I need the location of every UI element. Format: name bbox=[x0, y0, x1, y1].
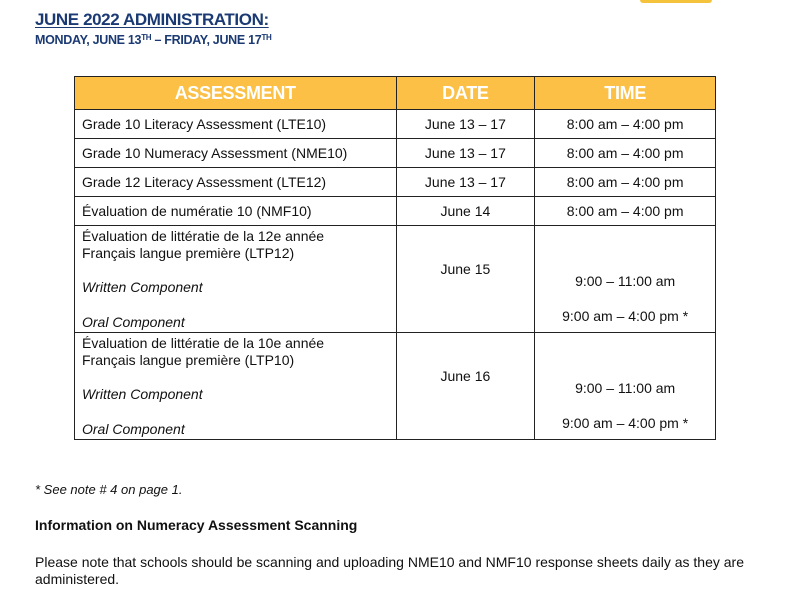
date-cell: June 14 bbox=[396, 197, 535, 226]
assessment-cell bbox=[75, 333, 397, 440]
time-cell bbox=[535, 226, 716, 333]
header-assessment: ASSESSMENT bbox=[75, 77, 397, 110]
time-cell: 8:00 am – 4:00 pm bbox=[535, 197, 716, 226]
time-cell: 8:00 am – 4:00 pm bbox=[535, 139, 716, 168]
header-date: DATE bbox=[396, 77, 535, 110]
assessment-cell: Grade 10 Literacy Assessment (LTE10) bbox=[75, 110, 397, 139]
date-cell bbox=[396, 333, 535, 440]
assessment-cell: Grade 12 Literacy Assessment (LTE12) bbox=[75, 168, 397, 197]
time-cell: 8:00 am – 4:00 pm bbox=[535, 110, 716, 139]
table-header-row bbox=[75, 77, 716, 110]
date-cell: June 13 – 17 bbox=[396, 139, 535, 168]
footnote: * See note # 4 on page 1. bbox=[35, 482, 183, 497]
oral-time-value: 9:00 am – 4:00 pm * bbox=[562, 308, 689, 324]
section-heading: Information on Numeracy Assessment Scanning bbox=[35, 517, 358, 533]
assessment-title-line1: Évaluation de littératie de la 10e année bbox=[82, 335, 325, 351]
written-time-value: 9:00 – 11:00 am bbox=[575, 273, 676, 289]
table-row-group-ltp10 bbox=[75, 333, 716, 440]
assessment-title-line2: Français langue première (LTP12) bbox=[82, 245, 295, 261]
assessment-title-line1: Évaluation de littératie de la 12e année bbox=[82, 228, 325, 244]
subheading-middle: – FRIDAY, JUNE 17 bbox=[151, 33, 262, 47]
header-time: TIME bbox=[535, 77, 716, 110]
table-row bbox=[75, 168, 716, 197]
corner-accent-bar bbox=[640, 0, 712, 3]
oral-component-label: Oral Component bbox=[82, 421, 185, 437]
assessment-cell: Évaluation de numératie 10 (NMF10) bbox=[75, 197, 397, 226]
subheading-end-suffix: TH bbox=[261, 33, 272, 42]
oral-time-value: 9:00 am – 4:00 pm * bbox=[562, 415, 689, 431]
body-paragraph: Please note that schools should be scanning and uploading NME10 and NMF10 response sheets daily as they are administered. bbox=[35, 554, 745, 587]
time-cell: 8:00 am – 4:00 pm bbox=[535, 168, 716, 197]
table-row bbox=[75, 197, 716, 226]
page-heading: JUNE 2022 ADMINISTRATION: bbox=[35, 10, 269, 29]
assessment-schedule-table bbox=[74, 76, 716, 440]
date-cell: June 13 – 17 bbox=[396, 110, 535, 139]
subheading-start: MONDAY, JUNE 13 bbox=[35, 33, 142, 47]
written-time-value: 9:00 – 11:00 am bbox=[575, 380, 676, 396]
date-cell bbox=[396, 226, 535, 333]
time-cell bbox=[535, 333, 716, 440]
assessment-title-line2: Français langue première (LTP10) bbox=[82, 352, 295, 368]
date-cell: June 13 – 17 bbox=[396, 168, 535, 197]
table-row bbox=[75, 139, 716, 168]
written-component-label: Written Component bbox=[82, 279, 203, 295]
date-value: June 16 bbox=[440, 368, 491, 384]
table-row bbox=[75, 110, 716, 139]
oral-component-label: Oral Component bbox=[82, 314, 185, 330]
table-row-group-ltp12 bbox=[75, 226, 716, 333]
assessment-cell bbox=[75, 226, 397, 333]
assessment-cell: Grade 10 Numeracy Assessment (NME10) bbox=[75, 139, 397, 168]
written-component-label: Written Component bbox=[82, 386, 203, 402]
page-subheading bbox=[35, 33, 272, 47]
date-value: June 15 bbox=[440, 261, 491, 277]
subheading-start-suffix: TH bbox=[141, 33, 152, 42]
